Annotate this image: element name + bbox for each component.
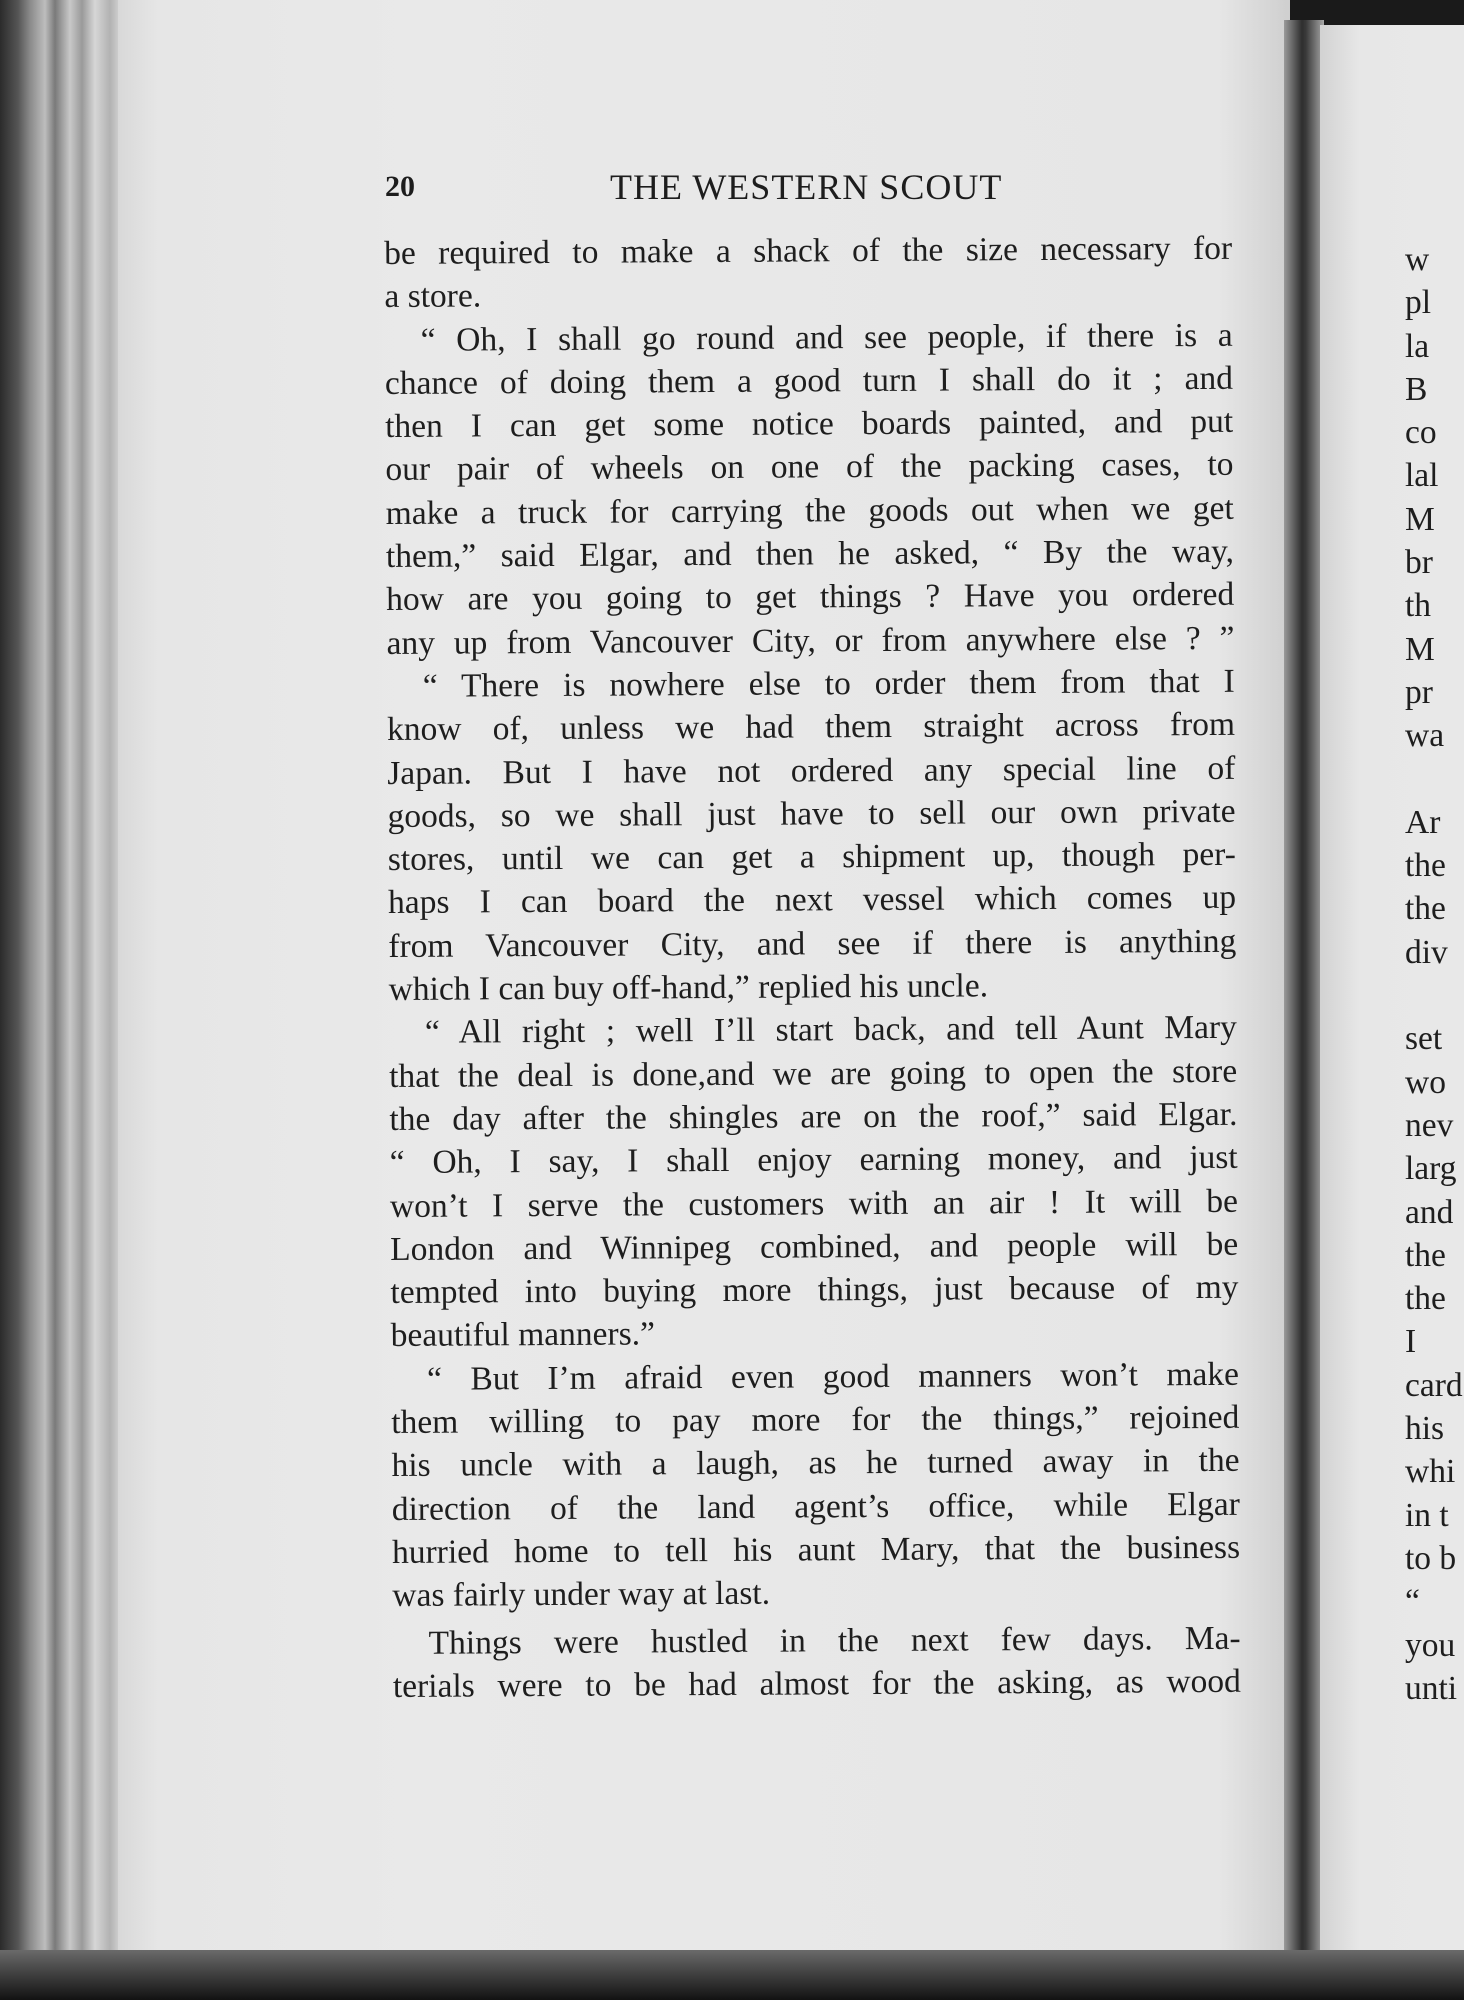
text-line: Japan. But I have not ordered any special line of bbox=[387, 749, 1236, 792]
fragment-line: the bbox=[1405, 847, 1446, 885]
text-line: which I can buy off-hand,” replied his uncle. bbox=[388, 967, 989, 1009]
fragment-line: you bbox=[1405, 1626, 1456, 1664]
text-line: terials were to be had almost for the asking, as wood bbox=[392, 1662, 1241, 1705]
fragment-line bbox=[1405, 758, 1463, 801]
text-line: direction of the land agent’s office, while Elgar bbox=[391, 1485, 1240, 1528]
fragment-line: br bbox=[1405, 544, 1433, 582]
fragment-line: his bbox=[1405, 1410, 1445, 1448]
fragment-line: the bbox=[1405, 890, 1446, 928]
text-line: know of, unless we had them straight across from bbox=[386, 706, 1236, 749]
fragment-line: “ bbox=[1405, 1583, 1420, 1621]
fragment-line: I bbox=[1405, 1323, 1417, 1361]
text-line: be required to make a shack of the size necessary for bbox=[384, 229, 1233, 272]
fragment-line: larg bbox=[1405, 1150, 1457, 1188]
fragment-line: div bbox=[1405, 933, 1448, 971]
fragment-line: M bbox=[1405, 630, 1435, 668]
fragment-line: and bbox=[1405, 1193, 1454, 1231]
text-line: “ All right ; well I’ll start back, and tell Aunt Mary bbox=[424, 1009, 1237, 1052]
fragment-line: co bbox=[1405, 414, 1437, 452]
fragment-line: Ar bbox=[1405, 803, 1441, 841]
fragment-line: th bbox=[1405, 587, 1432, 625]
text-line: “ But I’m afraid even good manners won’t make bbox=[426, 1355, 1240, 1398]
text-line: goods, so we shall just have to sell our own private bbox=[387, 792, 1236, 835]
text-line: chance of doing them a good turn I shall do it ; and bbox=[384, 359, 1234, 402]
fragment-line: the bbox=[1405, 1280, 1446, 1318]
text-line: our pair of wheels on one of the packing cases, to bbox=[385, 446, 1234, 489]
book-gutter bbox=[1284, 20, 1324, 1960]
text-line: Things were hustled in the next few days. Ma- bbox=[428, 1619, 1241, 1662]
text-line: from Vancouver City, and see if there is anything bbox=[388, 922, 1237, 965]
fragment-line: the bbox=[1405, 1236, 1446, 1274]
text-line: make a truck for carrying the goods out when we get bbox=[385, 489, 1234, 532]
page-number: 20 bbox=[385, 170, 415, 203]
text-line: won’t I serve the customers with an air ! It will be bbox=[389, 1182, 1239, 1225]
fragment-line: whi bbox=[1405, 1453, 1456, 1491]
bottom-shadow bbox=[0, 1950, 1464, 2000]
text-line: how are you going to get things ? Have you ordered bbox=[386, 576, 1235, 619]
running-title: THE WESTERN SCOUT bbox=[610, 167, 1003, 207]
text-line: stores, until we can get a shipment up, though per- bbox=[387, 835, 1236, 879]
text-line: them,” said Elgar, and then he asked, “ By the way, bbox=[385, 532, 1235, 576]
text-line: then I can get some notice boards painted, and put bbox=[385, 403, 1234, 446]
right-page-fragments bbox=[1405, 238, 1463, 1710]
text-line: hurried home to tell his aunt Mary, that the business bbox=[391, 1528, 1241, 1571]
fragment-line: la bbox=[1405, 327, 1430, 365]
fragment-line: pr bbox=[1405, 673, 1433, 711]
text-line: “ Oh, I shall go round and see people, if there is a bbox=[420, 316, 1233, 359]
text-line: them willing to pay more for the things,” rejoined bbox=[391, 1398, 1240, 1441]
fragment-line: B bbox=[1405, 370, 1428, 408]
fragment-line bbox=[1405, 974, 1463, 1017]
body-text bbox=[384, 227, 1241, 1708]
text-line: London and Winnipeg combined, and people will be bbox=[390, 1225, 1239, 1268]
fragment-line: wa bbox=[1405, 717, 1445, 755]
text-line: the day after the shingles are on the roof,” said Elgar. bbox=[389, 1095, 1238, 1138]
fragment-line: pl bbox=[1405, 284, 1432, 322]
text-line: any up from Vancouver City, or from anywhere else ? ” bbox=[386, 619, 1235, 662]
text-line: tempted into buying more things, just because of my bbox=[390, 1268, 1239, 1312]
fragment-line: lal bbox=[1405, 457, 1439, 495]
text-line: that the deal is done,and we are going to open the store bbox=[389, 1052, 1238, 1095]
text-line: a store. bbox=[384, 277, 482, 316]
fragment-line: wo bbox=[1405, 1063, 1446, 1101]
text-line: beautiful manners.” bbox=[390, 1315, 656, 1355]
text-line: was fairly under way at last. bbox=[392, 1574, 771, 1615]
text-line: his uncle with a laugh, as he turned away in the bbox=[391, 1442, 1240, 1485]
fragment-line: unti bbox=[1405, 1669, 1458, 1707]
fragment-line: set bbox=[1405, 1020, 1443, 1058]
fragment-line: card bbox=[1405, 1366, 1463, 1404]
text-line: haps I can board the next vessel which comes up bbox=[387, 879, 1237, 922]
fragment-line: M bbox=[1405, 500, 1435, 538]
fragment-line: to b bbox=[1405, 1539, 1457, 1577]
fragment-line: w bbox=[1405, 241, 1430, 278]
text-line: “ Oh, I say, I shall enjoy earning money, and just bbox=[389, 1139, 1238, 1182]
text-line: “ There is nowhere else to order them from that I bbox=[422, 662, 1235, 705]
fragment-line: nev bbox=[1405, 1106, 1454, 1144]
fragment-line: in t bbox=[1405, 1496, 1449, 1534]
